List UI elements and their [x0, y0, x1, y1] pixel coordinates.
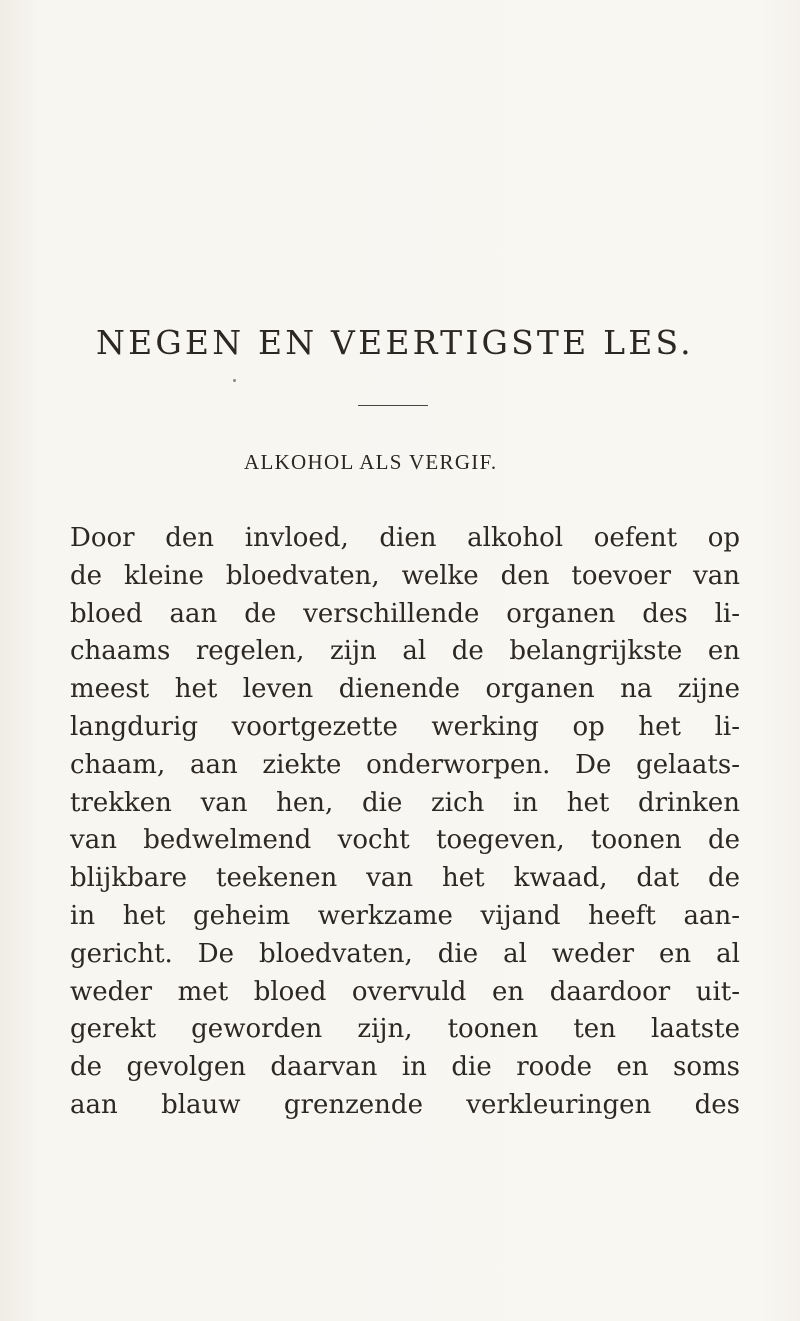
- text-line: blijkbare teekenen van het kwaad, dat de: [70, 863, 740, 894]
- text-line: de kleine bloedvaten, welke den toevoer van: [70, 560, 740, 591]
- ornament-dot: [233, 379, 236, 382]
- chapter-title: NEGEN EN VEERTIGSTE LES.: [96, 323, 694, 362]
- text-line: weder met bloed overvuld en daardoor uit-: [70, 976, 740, 1007]
- text-line: de gevolgen daarvan in die roode en soms: [70, 1052, 740, 1083]
- text-line: gerekt geworden zijn, toonen ten laatste: [70, 1014, 740, 1045]
- section-title: ALKOHOL ALS VERGIF.: [244, 450, 498, 474]
- text-line: van bedwelmend vocht toegeven, toonen de: [70, 825, 740, 856]
- text-line: chaams regelen, zijn al de belangrijkste en: [70, 636, 740, 667]
- text-line: Door den invloed, dien alkohol oefent op: [70, 523, 740, 553]
- title-divider: [358, 405, 428, 406]
- text-line: gericht. De bloedvaten, die al weder en al: [70, 938, 740, 969]
- text-line: chaam, aan ziekte onderworpen. De gelaats-: [70, 749, 740, 780]
- text-line: langdurig voortgezette werking op het li-: [70, 711, 740, 742]
- text-line: aan blauw grenzende verkleuringen des: [70, 1089, 740, 1120]
- text-line: bloed aan de verschillende organen des li-: [70, 598, 740, 629]
- text-line: in het geheim werkzame vijand heeft aan-: [70, 900, 740, 931]
- body-paragraph: [70, 520, 740, 1125]
- text-line: trekken van hen, die zich in het drinken: [70, 787, 740, 818]
- text-line: meest het leven dienende organen na zijne: [70, 674, 740, 705]
